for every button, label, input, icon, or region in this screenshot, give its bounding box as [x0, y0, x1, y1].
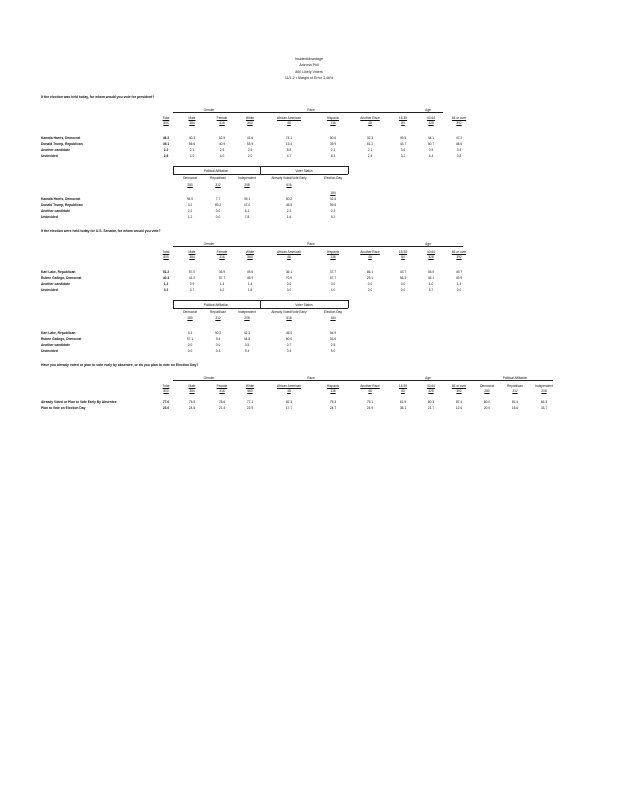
group-race: Race — [307, 376, 315, 380]
question-1: If the election was held today, for whom would you vote for president? — [41, 95, 155, 99]
cell: 0.0 — [187, 349, 193, 353]
n-cell: 384 — [189, 255, 195, 259]
cell: 56.6 — [188, 142, 196, 146]
cell: 17.7 — [285, 406, 293, 410]
cell: 44.1 — [427, 136, 435, 140]
cell: 1.0 — [189, 154, 195, 158]
cell: 0.7 — [189, 288, 195, 292]
cell: 40.9 — [218, 142, 226, 146]
row-label: Another candidate — [41, 209, 70, 213]
cell: 1.6 — [286, 215, 292, 219]
cell: 0.0 — [286, 282, 292, 286]
cell: 32.3 — [366, 136, 374, 140]
cell: 82.3 — [285, 400, 293, 404]
n-cell: 80 — [401, 389, 405, 393]
n-cell: 328 — [428, 121, 434, 125]
divider — [260, 166, 261, 174]
cell: 5.7 — [428, 288, 434, 292]
cell: 57.7 — [329, 276, 337, 280]
cell: 61.2 — [366, 142, 374, 146]
cell: 56.3 — [399, 276, 407, 280]
cell: 47.2 — [455, 136, 463, 140]
cell: 9.0 — [330, 349, 336, 353]
col-democrat: Democrat — [480, 384, 494, 388]
group-gender: Gender — [203, 108, 215, 112]
group-party: Political Affiliation — [203, 169, 229, 173]
cell: 1.4 — [456, 282, 462, 286]
cell: 2.4 — [330, 209, 336, 213]
cell: 80.3 — [427, 400, 435, 404]
cell: 0.0 — [215, 209, 221, 213]
col-female: Female — [216, 116, 228, 120]
group-party: Political Affiliation — [502, 376, 528, 380]
cell: 41.0 — [188, 276, 196, 280]
cell: 0.0 — [400, 282, 406, 286]
n-cell: 184 — [330, 191, 336, 195]
group-race: Race — [307, 108, 315, 112]
cell: 2.0 — [367, 288, 373, 292]
col-age-18-39: 18-39 — [398, 250, 408, 254]
cell: 2.1 — [189, 148, 195, 152]
cell: 78.6 — [218, 400, 226, 404]
cell: 7.7 — [215, 197, 221, 201]
cell-total: 23.0 — [162, 406, 170, 410]
col-age-65: 65 or over — [451, 250, 467, 254]
col-african-american: African American — [276, 250, 302, 254]
n-total: 800 — [163, 389, 169, 393]
col-early: Already Voted/Vote Early — [271, 310, 307, 314]
cell: 3.2 — [187, 203, 193, 207]
cell: 2.1 — [367, 148, 373, 152]
col-age-40-64: 40-64 — [426, 116, 436, 120]
col-african-american: African American — [276, 384, 302, 388]
cell: 89.2 — [214, 203, 222, 207]
cell-total: 2.2 — [163, 148, 169, 152]
n-cell: 184 — [330, 316, 336, 320]
cell: 94.0 — [186, 197, 194, 201]
n-cell: 560 — [247, 389, 253, 393]
cell: 46.9 — [246, 276, 254, 280]
n-total: 800 — [163, 255, 169, 259]
cell: 36.9 — [218, 270, 226, 274]
col-early: Already Voted/Vote Early — [271, 176, 307, 180]
row-label: Ruben Gallego, Democrat — [41, 337, 82, 341]
cell: 33.6 — [329, 337, 337, 341]
cell: 57.7 — [218, 276, 226, 280]
row-label: Undecided — [41, 215, 58, 219]
row-label: Kamala Harris, Democrat — [41, 197, 81, 201]
n-cell: 208 — [244, 183, 250, 187]
cell: 7.8 — [244, 215, 250, 219]
col-republican: Republican — [507, 384, 523, 388]
cell: 2.0 — [247, 154, 253, 158]
cell: 42.3 — [243, 331, 251, 335]
n-cell: 280 — [484, 389, 490, 393]
sample-size: 800 Likely Voters — [295, 69, 323, 74]
cell: 0.7 — [286, 343, 292, 347]
cell: 20.0 — [483, 406, 491, 410]
cell: 77.1 — [246, 400, 254, 404]
cell: 39.1 — [243, 197, 251, 201]
cell: 41.6 — [246, 136, 254, 140]
row-label: Plan to Vote on Election Day — [41, 406, 86, 410]
question-3: Have you already voted or plan to vote early by absentee, or do you plan to vote on Election Day? — [41, 363, 199, 367]
col-white: White — [245, 250, 255, 254]
row-label: Already Voted or Plan to Vote Early By Absentee — [41, 400, 117, 404]
cell: 24.7 — [329, 406, 337, 410]
col-age-65: 65 or over — [451, 384, 467, 388]
cell: 1.4 — [219, 282, 225, 286]
divider — [173, 112, 443, 113]
n-cell: 312 — [215, 316, 221, 320]
group-age: Age — [425, 376, 431, 380]
col-another-race: Another Race — [360, 250, 380, 254]
col-total: Total — [162, 116, 170, 120]
cell: 0.9 — [428, 148, 434, 152]
row-label: Undecided — [41, 349, 58, 353]
cell: 47.0 — [243, 203, 251, 207]
n-cell: 312 — [215, 183, 221, 187]
cell: 3.5 — [244, 343, 250, 347]
group-age: Age — [425, 108, 431, 112]
n-cell: 384 — [189, 121, 195, 125]
n-cell: 136 — [330, 255, 336, 259]
cell: 2.3 — [286, 209, 292, 213]
col-hispanic: Hispanic — [326, 250, 340, 254]
col-republican: Republican — [210, 310, 226, 314]
cell: 75.1 — [366, 400, 374, 404]
col-male: Male — [188, 384, 196, 388]
col-male: Male — [188, 250, 196, 254]
cell: 0.0 — [456, 288, 462, 292]
cell: 21.7 — [427, 406, 435, 410]
cell: 87.4 — [455, 400, 463, 404]
cell: 24.9 — [366, 406, 374, 410]
cell-total: 40.3 — [162, 276, 170, 280]
cell: 45.0 — [427, 270, 435, 274]
cell: 4.7 — [286, 154, 292, 158]
group-race: Race — [307, 242, 315, 246]
cell: 53.9 — [246, 142, 254, 146]
col-another-race: Another Race — [360, 384, 380, 388]
cell: 0.0 — [367, 282, 373, 286]
divider — [173, 174, 348, 175]
divider — [173, 246, 463, 247]
cell: 0.8 — [456, 154, 462, 158]
n-total: 800 — [163, 121, 169, 125]
n-cell: 328 — [428, 255, 434, 259]
cell: 80.0 — [483, 400, 491, 404]
cell: 0.0 — [187, 343, 193, 347]
cell: 3.6 — [400, 148, 406, 152]
cell: 2.5 — [247, 148, 253, 152]
n-cell: 48 — [368, 255, 372, 259]
col-age-18-39: 18-39 — [398, 384, 408, 388]
cell: 70.9 — [285, 276, 293, 280]
cell-total: 49.1 — [162, 142, 170, 146]
col-white: White — [245, 116, 255, 120]
cell: 66.1 — [366, 270, 374, 274]
n-cell: 136 — [330, 389, 336, 393]
n-cell: 136 — [330, 121, 336, 125]
row-label: Donald Trump, Republican — [41, 203, 83, 207]
group-gender: Gender — [203, 376, 215, 380]
n-cell: 280 — [187, 183, 193, 187]
col-white: White — [245, 384, 255, 388]
row-label: Kari Lake, Republican — [41, 331, 76, 335]
row-label: Kamala Harris, Democrat — [41, 136, 81, 140]
col-age-40-64: 40-64 — [426, 384, 436, 388]
cell: 6.1 — [244, 209, 250, 213]
col-african-american: African American — [276, 116, 302, 120]
n-cell: 208 — [541, 389, 547, 393]
poll-dates: 11/1-2 • Margin of Error 3.46% — [284, 75, 334, 80]
cell: 46.1 — [427, 276, 435, 280]
col-age-40-64: 40-64 — [426, 250, 436, 254]
cell: 45.9 — [285, 203, 293, 207]
cell: 37.7 — [329, 270, 337, 274]
cell-total: 1.2 — [163, 282, 169, 286]
n-cell: 208 — [244, 316, 250, 320]
org-name: InsiderAdvantage — [295, 57, 323, 61]
n-cell: 616 — [286, 183, 292, 187]
col-independent: Independent — [535, 384, 553, 388]
cell: 3.2 — [400, 154, 406, 158]
col-hispanic: Hispanic — [326, 116, 340, 120]
row-label: Kari Lake, Republican — [41, 270, 76, 274]
cell: 50.0 — [285, 337, 293, 341]
row-label: Undecided — [41, 154, 58, 158]
group-age: Age — [425, 242, 431, 246]
cell: 18.6 — [511, 406, 519, 410]
col-eday: Election Day — [324, 176, 342, 180]
n-cell: 416 — [219, 255, 225, 259]
cell: 0.4 — [215, 349, 221, 353]
cell: 1.0 — [428, 282, 434, 286]
group-party: Political Affiliation — [203, 303, 229, 307]
col-total: Total — [162, 250, 170, 254]
cell: 0.0 — [330, 282, 336, 286]
n-cell: 560 — [247, 121, 253, 125]
cell: 48.6 — [455, 142, 463, 146]
cell: 39.9 — [329, 142, 337, 146]
col-democrat: Democrat — [183, 310, 197, 314]
cell-total: 51.2 — [162, 270, 170, 274]
cell: 5.8 — [286, 148, 292, 152]
cell: 74.1 — [285, 136, 293, 140]
cell: 1.2 — [187, 215, 193, 219]
n-cell: 392 — [456, 255, 462, 259]
col-female: Female — [216, 384, 228, 388]
group-voter-status: Voter Status — [295, 169, 313, 173]
cell: 50.7 — [427, 142, 435, 146]
cell: 1.8 — [247, 288, 253, 292]
poll-name: Arizona Poll — [299, 63, 319, 68]
row-label: Undecided — [41, 288, 58, 292]
cell: 8.3 — [330, 154, 336, 158]
cell: 22.9 — [246, 406, 254, 410]
cell: 2.6 — [219, 148, 225, 152]
cell: 4.2 — [219, 288, 225, 292]
cell: 0.9 — [189, 282, 195, 286]
cell: 21.4 — [218, 406, 226, 410]
cell: 12.6 — [455, 406, 463, 410]
cell: 49.7 — [455, 270, 463, 274]
col-independent: Independent — [238, 176, 256, 180]
cell: 4.0 — [219, 154, 225, 158]
cell: 32.6 — [329, 197, 337, 201]
n-cell: 328 — [428, 389, 434, 393]
cell: 59.6 — [329, 203, 337, 207]
col-democrat: Democrat — [183, 176, 197, 180]
cell: 43.7 — [399, 270, 407, 274]
cell: 1.4 — [247, 282, 253, 286]
cell-total: 77.0 — [162, 400, 170, 404]
row-label: Another candidate — [41, 343, 70, 347]
cell: 15.4 — [285, 142, 293, 146]
divider — [260, 300, 261, 308]
cell: 2.5 — [330, 343, 336, 347]
cell: 66.3 — [540, 400, 548, 404]
cell: 24.5 — [188, 406, 196, 410]
n-cell: 48 — [287, 121, 291, 125]
cell: 54.9 — [329, 331, 337, 335]
cell: 33.7 — [540, 406, 548, 410]
cell: 49.5 — [399, 136, 407, 140]
divider — [173, 380, 553, 381]
col-eday: Election Day — [324, 310, 342, 314]
cell: 81.4 — [511, 400, 519, 404]
col-another-race: Another Race — [360, 116, 380, 120]
n-cell: 48 — [287, 389, 291, 393]
n-cell: 560 — [247, 255, 253, 259]
cell: 0.4 — [286, 349, 292, 353]
cell: 49.9 — [455, 276, 463, 280]
cell: 29.1 — [366, 276, 374, 280]
cell: 49.6 — [246, 270, 254, 274]
n-cell: 416 — [219, 389, 225, 393]
group-gender: Gender — [203, 242, 215, 246]
col-republican: Republican — [210, 176, 226, 180]
report-header — [0, 56, 618, 81]
col-age-65: 65 or over — [451, 116, 467, 120]
col-hispanic: Hispanic — [326, 384, 340, 388]
col-male: Male — [188, 116, 196, 120]
cell: 38.1 — [399, 406, 407, 410]
cell: 4.0 — [330, 288, 336, 292]
cell: 5.2 — [330, 215, 336, 219]
n-cell: 312 — [512, 389, 518, 393]
n-cell: 616 — [286, 316, 292, 320]
divider — [173, 308, 348, 309]
cell: 3.3 — [187, 331, 193, 335]
n-cell: 80 — [401, 121, 405, 125]
cell: 9.4 — [215, 337, 221, 341]
cell: 0.0 — [215, 215, 221, 219]
row-label: Ruben Gallego, Democrat — [41, 276, 82, 280]
cell: 43.7 — [399, 142, 407, 146]
cell: 50.6 — [329, 136, 337, 140]
cell: 50.2 — [285, 197, 293, 201]
cell: 90.2 — [214, 331, 222, 335]
n-cell: 280 — [187, 316, 193, 320]
row-label: Donald Trump, Republican — [41, 142, 83, 146]
cell-total: 2.6 — [163, 154, 169, 158]
n-cell: 392 — [456, 389, 462, 393]
n-cell: 416 — [219, 121, 225, 125]
cell: 0.0 — [286, 288, 292, 292]
cell: 44.8 — [243, 337, 251, 341]
divider — [348, 166, 349, 174]
cell: 75.3 — [329, 400, 337, 404]
cell: 75.5 — [188, 400, 196, 404]
col-age-18-39: 18-39 — [398, 116, 408, 120]
n-cell: 48 — [368, 121, 372, 125]
cell: 2.1 — [330, 148, 336, 152]
cell: 40.3 — [188, 136, 196, 140]
n-cell: 48 — [287, 255, 291, 259]
n-cell: 384 — [189, 389, 195, 393]
col-independent: Independent — [238, 310, 256, 314]
n-cell: 80 — [401, 255, 405, 259]
cell-total: 46.2 — [162, 136, 170, 140]
row-label: Another candidate — [41, 282, 70, 286]
cell: 2.2 — [187, 209, 193, 213]
cell: 61.9 — [399, 400, 407, 404]
cell: 57.0 — [188, 270, 196, 274]
col-total: Total — [162, 384, 170, 388]
cell: 52.5 — [218, 136, 226, 140]
cell: 3.4 — [456, 148, 462, 152]
cell: 0.0 — [400, 288, 406, 292]
col-female: Female — [216, 250, 228, 254]
cell: 36.1 — [285, 270, 293, 274]
divider — [348, 300, 349, 308]
cell: 2.4 — [367, 154, 373, 158]
cell: 0.0 — [215, 343, 221, 347]
cell: 4.4 — [428, 154, 434, 158]
divider — [173, 300, 174, 308]
cell-total: 3.2 — [163, 288, 169, 292]
n-cell: 392 — [456, 121, 462, 125]
question-2: If the election were held today for U.S. Senator, for whom would you vote? — [41, 229, 161, 233]
divider — [173, 166, 174, 174]
cell: 97.1 — [186, 337, 194, 341]
cell: 9.4 — [244, 349, 250, 353]
n-cell: 48 — [368, 389, 372, 393]
row-label: Another candidate — [41, 148, 70, 152]
cell: 45.0 — [285, 331, 293, 335]
group-voter-status: Voter Status — [295, 303, 313, 307]
